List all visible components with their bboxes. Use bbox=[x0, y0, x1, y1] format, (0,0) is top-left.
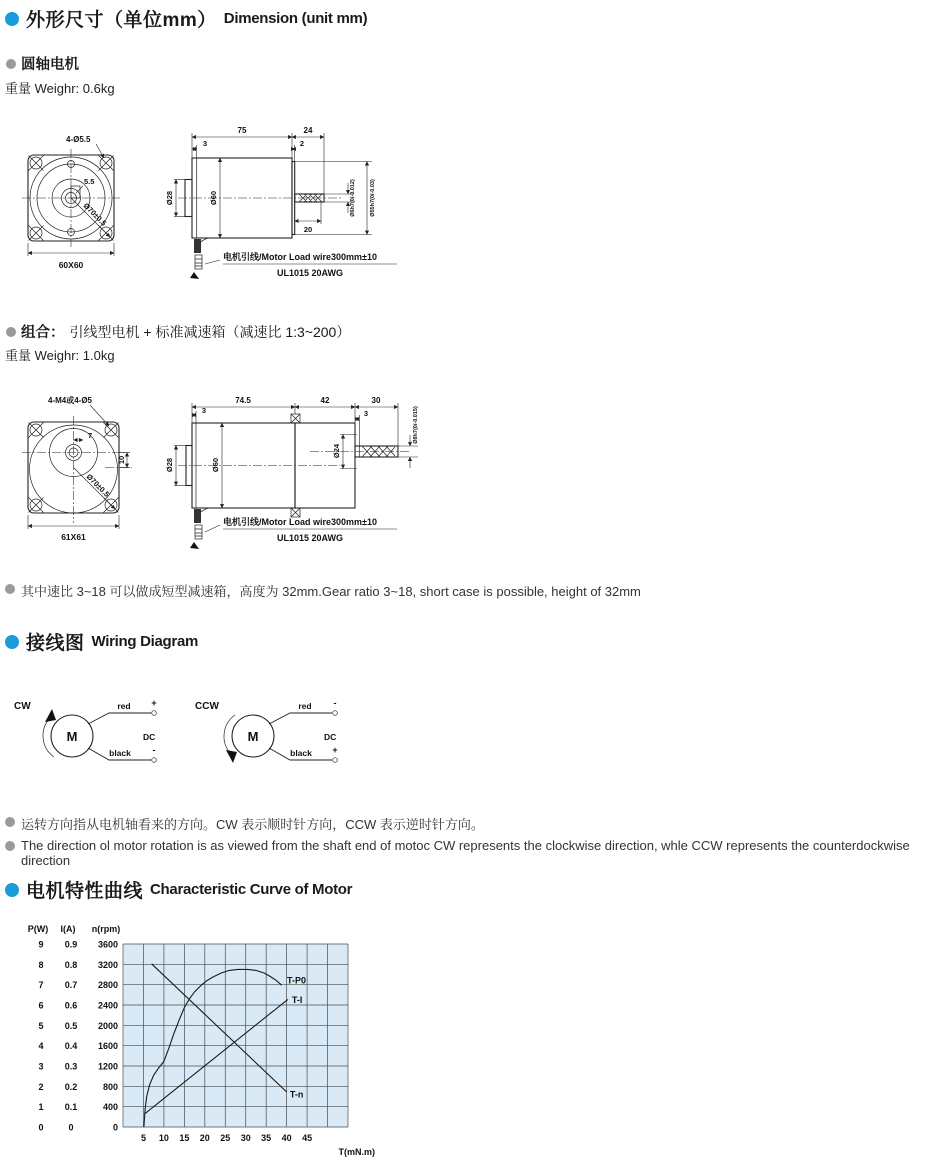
y-tick-label: 1200 bbox=[97, 1061, 118, 1072]
y-tick-label: 3200 bbox=[97, 959, 118, 970]
x-tick-label: 10 bbox=[158, 1133, 169, 1143]
motor-symbol: M bbox=[247, 729, 259, 744]
hole-count-label: 4-Ø5.5 bbox=[66, 135, 91, 144]
x-axis-label: T(mN.m) bbox=[338, 1147, 375, 1157]
y-axis-header: P(W) bbox=[27, 924, 49, 934]
wire-label: 电机引线/Motor Load wire300mm±10 bbox=[223, 252, 377, 262]
y-tick-label: 0.2 bbox=[64, 1081, 78, 1092]
motor-front-view bbox=[22, 135, 120, 270]
y-tick-label: 800 bbox=[102, 1081, 118, 1092]
y-tick-label: 2400 bbox=[97, 1000, 118, 1011]
rotation-label: CCW bbox=[195, 701, 219, 712]
blue-bullet-icon bbox=[5, 883, 19, 897]
y-tick-label: 0.9 bbox=[64, 939, 78, 950]
section-wiring-title bbox=[5, 628, 198, 655]
characteristic-curve-chart bbox=[16, 910, 408, 1158]
rotation-arrow bbox=[43, 718, 54, 757]
supply-label: DC bbox=[143, 732, 156, 742]
gear-note-cn: 其中速比 3~18 可以做成短型减速箱，高度为 32mm. bbox=[21, 584, 322, 599]
wiring-diagram-ccw bbox=[193, 696, 358, 778]
bottom-wire-label: black bbox=[109, 748, 131, 758]
y-tick-label: 1 bbox=[38, 1102, 44, 1113]
y-tick-label: 3 bbox=[38, 1061, 44, 1072]
gray-bullet-icon bbox=[5, 584, 15, 594]
lead-wire bbox=[190, 238, 220, 279]
x-tick-label: 5 bbox=[140, 1133, 146, 1143]
x-tick-label: 20 bbox=[199, 1133, 210, 1143]
y-tick-label: 5 bbox=[38, 1020, 44, 1031]
y-tick-label: 0.8 bbox=[64, 959, 78, 970]
top-terminal-sign: + bbox=[151, 698, 157, 708]
body-diameter-dim: Ø60 bbox=[209, 190, 218, 206]
terminal bbox=[333, 758, 338, 763]
gear-note-en: Gear ratio 3~18, short case is possible, height of 32mm bbox=[321, 584, 641, 599]
bolt-circle-dim: Ø70±0.5 bbox=[84, 472, 112, 499]
gearmotor-subtitle-bold: 组合： bbox=[21, 325, 65, 341]
y-tick-label: 0.7 bbox=[64, 980, 78, 991]
direction-note-en bbox=[5, 838, 945, 868]
y-tick-label: 9 bbox=[38, 939, 44, 950]
y-tick-label: 400 bbox=[102, 1102, 118, 1113]
series-label: T-I bbox=[291, 994, 303, 1005]
y-tick-label: 6 bbox=[38, 1000, 44, 1011]
direction-note-cn-text: 运转方向指从电机轴看来的方向。CW 表示顺时针方向，CCW 表示逆时针方向。 bbox=[21, 817, 484, 832]
terminal bbox=[333, 711, 338, 716]
wire-spec: UL1015 20AWG bbox=[276, 268, 344, 278]
lead-wire bbox=[190, 508, 220, 549]
shaft-offset-dim: 10 bbox=[117, 455, 126, 465]
motor-side-view bbox=[165, 126, 397, 279]
curve-title-cn: 电机特性曲线 bbox=[26, 881, 144, 902]
y-tick-label: 0.3 bbox=[64, 1061, 78, 1072]
terminal bbox=[152, 758, 157, 763]
y-tick-label: 2000 bbox=[97, 1020, 118, 1031]
gearmotor-subtitle bbox=[6, 321, 350, 342]
boss-diameter-dim: Ø24 bbox=[332, 443, 341, 459]
front-step-dim: 3 bbox=[363, 409, 369, 418]
pilot-diameter-dim: Ø55h7(0/-0.03) bbox=[370, 179, 376, 217]
key-dim: 7 bbox=[88, 431, 93, 440]
series-label: T-n bbox=[289, 1089, 304, 1100]
motor-subtitle bbox=[6, 53, 79, 74]
blue-bullet-icon bbox=[5, 635, 19, 649]
plot-area bbox=[123, 944, 348, 1127]
rotation-arrow bbox=[224, 715, 235, 754]
motor-length-dim: 74.5 bbox=[235, 396, 251, 405]
y-tick-label: 2 bbox=[38, 1081, 44, 1092]
dimension-title-cn: 外形尺寸（单位mm） bbox=[26, 10, 217, 31]
bottom-wire-label: black bbox=[290, 748, 312, 758]
gear-ratio-note bbox=[5, 581, 905, 600]
y-tick-label: 1600 bbox=[97, 1041, 118, 1052]
wiring-title-cn: 接线图 bbox=[26, 633, 85, 654]
outline-dim: 60X60 bbox=[58, 260, 84, 270]
outline-dim: 61X61 bbox=[61, 532, 86, 542]
shaft-diameter-dim: Ø8h7(0/-0.015) bbox=[413, 406, 419, 444]
direction-note-cn bbox=[5, 814, 935, 833]
wiring-title-en: Wiring Diagram bbox=[91, 633, 199, 650]
section-dimension-title bbox=[5, 5, 367, 32]
top-wire-label: red bbox=[298, 701, 312, 711]
body-length-dim: 75 bbox=[237, 126, 247, 135]
blue-bullet-icon bbox=[5, 12, 19, 26]
pilot-step-dim: 2 bbox=[299, 139, 305, 148]
y-tick-label: 8 bbox=[38, 959, 44, 970]
gearmotor-dimension-drawing bbox=[10, 383, 450, 558]
top-terminal-sign: - bbox=[333, 698, 337, 708]
shaft-usable-length-dim: 20 bbox=[303, 225, 313, 234]
bolt-circle-dim: Ø70±0.5 bbox=[81, 201, 109, 228]
shaft-flat-dim: 5.5 bbox=[84, 177, 95, 186]
motor-dimension-drawing bbox=[10, 113, 440, 293]
bottom-terminal-sign: - bbox=[152, 745, 156, 755]
wiring-diagram-cw bbox=[12, 696, 177, 778]
direction-note-en-text: The direction ol motor rotation is as viewed from the shaft end of motoc CW represents the clockwise direction, whle CCW represents the counterdockwise direction bbox=[21, 838, 910, 868]
rear-step-dim: 3 bbox=[202, 139, 208, 148]
gray-bullet-icon bbox=[6, 327, 16, 337]
y-tick-label: 0.1 bbox=[64, 1102, 78, 1113]
y-tick-label: 2800 bbox=[97, 980, 118, 991]
x-tick-label: 15 bbox=[179, 1133, 190, 1143]
rear-diameter-dim: Ø28 bbox=[165, 190, 174, 206]
curve-title-en: Characteristic Curve of Motor bbox=[150, 881, 353, 898]
gray-bullet-icon bbox=[5, 817, 15, 827]
top-wire-label: red bbox=[117, 701, 131, 711]
gearmotor-side-view bbox=[165, 396, 419, 549]
y-tick-label: 0.5 bbox=[64, 1020, 78, 1031]
x-tick-label: 40 bbox=[281, 1133, 292, 1143]
shaft-length-dim: 30 bbox=[371, 396, 381, 405]
y-tick-label: 0 bbox=[68, 1122, 74, 1133]
x-tick-label: 35 bbox=[261, 1133, 272, 1143]
gray-bullet-icon bbox=[6, 59, 16, 69]
y-axis-header: n(rpm) bbox=[91, 924, 121, 934]
y-tick-label: 0.4 bbox=[64, 1041, 78, 1052]
gray-bullet-icon bbox=[5, 841, 15, 851]
y-axis-header: I(A) bbox=[60, 924, 76, 934]
rear-diameter-dim: Ø28 bbox=[165, 457, 174, 473]
gearmotor-weight: 重量 Weighr: 1.0kg bbox=[5, 348, 115, 363]
y-tick-label: 4 bbox=[38, 1041, 44, 1052]
rear-step-dim: 3 bbox=[201, 406, 207, 415]
bottom-terminal-sign: + bbox=[332, 745, 338, 755]
y-tick-label: 3600 bbox=[97, 939, 118, 950]
shaft-diameter-dim: Ø6h7(0/-0.012) bbox=[350, 179, 356, 217]
motor-symbol: M bbox=[66, 729, 78, 744]
gearmotor-subtitle-rest: 引线型电机 + 标准减速箱（减速比 1:3~200） bbox=[69, 323, 351, 340]
series-label: T-P0 bbox=[287, 975, 307, 986]
y-tick-label: 0 bbox=[112, 1122, 118, 1133]
shaft-section-dim: 24 bbox=[303, 126, 313, 135]
motor-weight: 重量 Weighr: 0.6kg bbox=[5, 81, 115, 96]
motor-subtitle-text: 圆轴电机 bbox=[21, 57, 79, 73]
gearbox-length-dim: 42 bbox=[320, 396, 330, 405]
hole-count-label: 4-M4或4-Ø5 bbox=[48, 396, 93, 405]
terminal bbox=[152, 711, 157, 716]
supply-label: DC bbox=[324, 732, 337, 742]
x-tick-label: 30 bbox=[240, 1133, 251, 1143]
dimension-title-en: Dimension (unit mm) bbox=[223, 10, 368, 27]
y-tick-label: 7 bbox=[38, 980, 44, 991]
wire-label: 电机引线/Motor Load wire300mm±10 bbox=[223, 517, 377, 527]
x-tick-label: 45 bbox=[302, 1133, 313, 1143]
section-curve-title bbox=[5, 876, 352, 903]
rotation-label: CW bbox=[14, 701, 31, 712]
y-tick-label: 0.6 bbox=[64, 1000, 78, 1011]
body-diameter-dim: Ø60 bbox=[211, 457, 220, 473]
x-tick-label: 25 bbox=[220, 1133, 231, 1143]
y-tick-label: 0 bbox=[38, 1122, 44, 1133]
gearmotor-front-view bbox=[22, 395, 132, 542]
wire-spec: UL1015 20AWG bbox=[276, 533, 344, 543]
